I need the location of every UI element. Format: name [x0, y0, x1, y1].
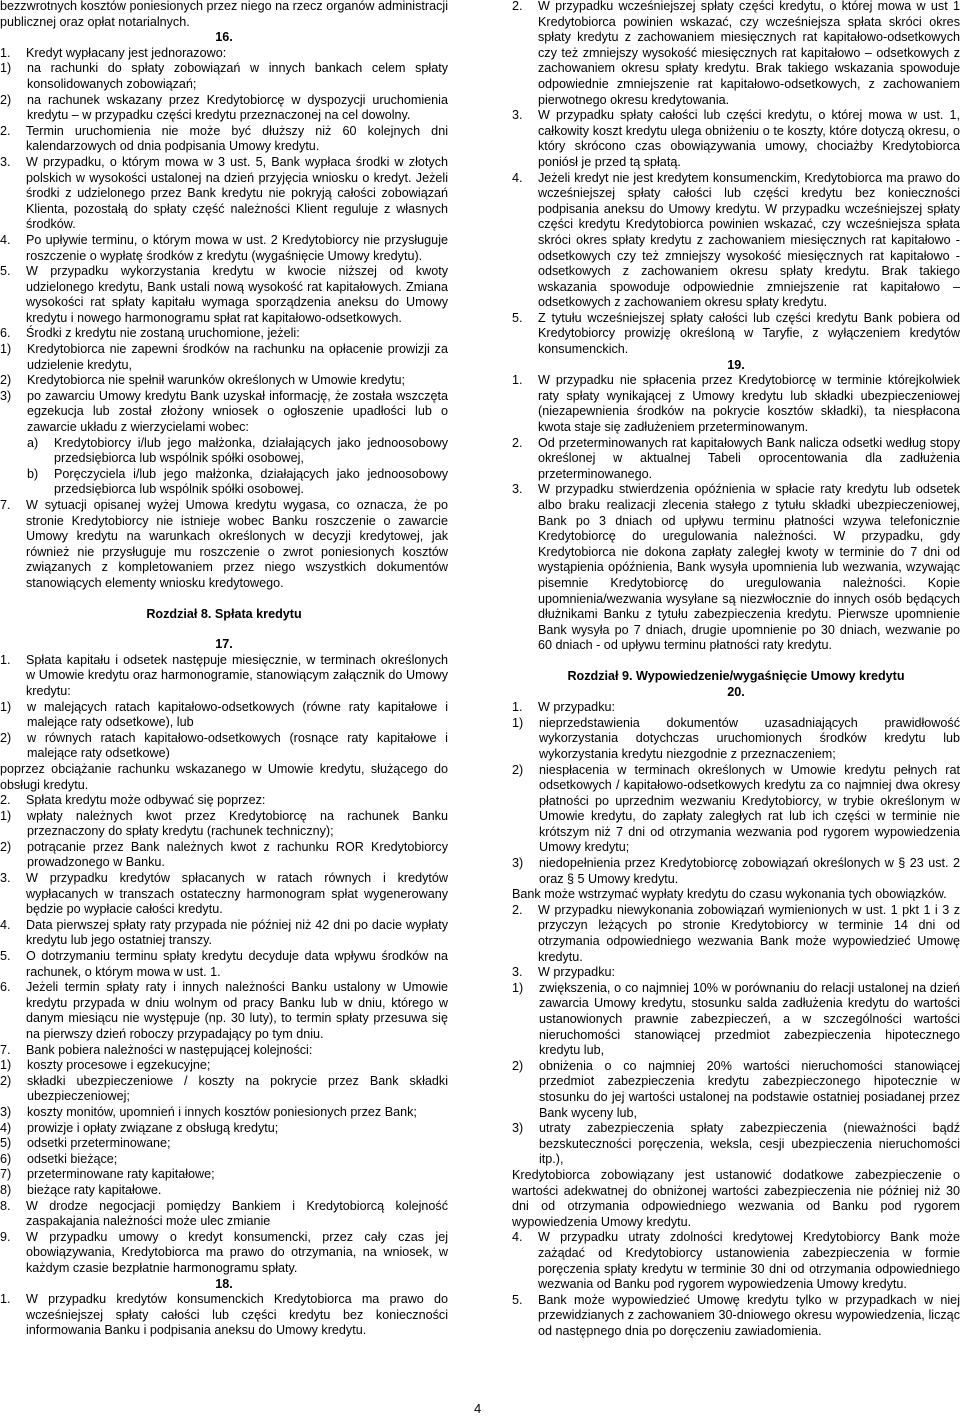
item-text: W przypadku utraty zdolności kredytowej Kredytobiorcy Bank może zażądać od Kredytobiorcy ustanowienia zabezpieczenia w formie poręczenia spłaty kredytu w terminie 30 dni od otrzymania odpowiedniego wezwania od Banku pod rygorem wypowiedzenia Umowy kredytu. — [538, 1230, 960, 1292]
sub-item — [0, 731, 448, 762]
sub-item — [512, 1121, 960, 1168]
item-number: 2) — [0, 373, 12, 388]
numbered-item — [0, 949, 448, 980]
item-text: utraty zabezpieczenia spłaty zabezpieczenia (nieważności bądź bezskuteczności poręczenia, weksla, cesji ubezpieczenia nieruchomości itp.), — [539, 1121, 960, 1167]
item-number: 5. — [0, 949, 11, 964]
numbered-item — [0, 653, 448, 700]
sub-item — [0, 467, 448, 498]
item-number: a) — [27, 435, 39, 450]
item-text: W przypadku stwierdzenia opóźnienia w spłacie raty kredytu lub odsetek albo braku realizacji zlecenia stałego z tytułu składki ubezpieczeniowej, Bank po 3 dniach od upływu terminu płatności wzywa telefonicznie Kredytobiorcę do uregulowania należności. W przypadku, gdy Kredytobiorca nie dokona zapłaty zaległej kwoty w terminie do 7 dni od wystąpienia opóźnienia, Bank wysyła upomnienia lub wezwania, wzywając pisemnie Kredytobiorcę do uregulowania należności. Kopie upomnienia/wezwania wysyłane są niezwłocznie do innych osób będących dłużnikami Banku z tytułu zabezpieczenia kredytu. Pierwsze upomnienie Bank wysyła po 7 dniach, drugie upomnienie po 30 dniach, wezwanie po 60 dniach - od upływu terminu płatności raty kredytu. — [538, 482, 960, 653]
item-number: 1. — [0, 652, 11, 667]
item-number: 7. — [0, 498, 11, 512]
item-text: na rachunek wskazany przez Kredytobiorcę w dyspozycji uruchomienia kredytu – w przypadku części kredytu przeznaczonej na cel dowolny. — [27, 92, 448, 123]
item-number: 1) — [0, 61, 12, 76]
sub-item — [512, 763, 960, 857]
item-text: W przypadku umowy o kredyt konsumencki, przez cały czas jej obowiązywania, Kredytobiorca ma prawo do otrzymania, na wniosek, w każdym czasie bezpłatnie harmonogramu spłaty. — [26, 1229, 448, 1275]
item-text: Bank może wypowiedzieć Umowę kredytu tylko w przypadkach w niej przewidzianych z zachowaniem 30-dniowego okresu wypowiedzenia, licząc od następnego dnia po doręczeniu zawiadomienia. — [538, 1292, 960, 1338]
paragraph: poprzez obciążanie rachunku wskazanego w Umowie kredytu, służącego do obsługi kredytu. — [0, 761, 448, 792]
item-text: odsetki bieżące; — [27, 1151, 118, 1166]
item-number: b) — [27, 466, 39, 481]
sub-item — [0, 436, 448, 467]
item-text: Termin uruchomienia nie może być dłuższy niż 60 kolejnych dni kalendarzowych od dnia podpisania Umowy kredytu. — [26, 123, 448, 154]
item-number: 2) — [512, 762, 524, 777]
item-text: po zawarciu Umowy kredytu Bank uzyskał informację, że została wszczęta egzekucja lub został złożony wniosek o ogłoszenie upadłości lub o zawarcie układu z wierzycielami wobec: — [27, 388, 448, 435]
item-number: 1. — [0, 45, 11, 60]
numbered-item — [0, 918, 448, 949]
sub-item — [0, 1136, 448, 1152]
item-text: potrącanie przez Bank należnych kwot z rachunku ROR Kredytobiorcy prowadzonego w Banku. — [27, 839, 448, 870]
paragraph: Kredytobiorca zobowiązany jest ustanowić dodatkowe zabezpieczenie o wartości adekwatnej do obniżonej wartości zabezpieczenia nie później niż 30 dni od otrzymania odpowiedniego wezwania od Banku pod rygorem wypowiedzenia Umowy kredytu. — [512, 1167, 960, 1229]
item-text: w malejących ratach kapitałowo-odsetkowych (równe raty kapitałowe i malejące raty odsetkowe), lub — [27, 699, 448, 730]
numbered-item — [512, 108, 960, 170]
numbered-item — [512, 903, 960, 965]
item-number: 8) — [0, 1182, 12, 1197]
item-number: 2. — [512, 902, 523, 917]
item-text: wpłaty należnych kwot przez Kredytobiorcę na rachunek Banku przeznaczony do spłaty kredytu (rachunek techniczny); — [27, 808, 448, 839]
item-number: 6. — [0, 326, 11, 341]
item-text: niedopełnienia przez Kredytobiorcę zobowiązań określonych w § 23 ust. 2 oraz § 5 Umowy kredytu. — [539, 856, 960, 886]
numbered-item — [512, 700, 960, 716]
section-heading: Rozdział 8. Spłata kredytu — [146, 606, 302, 621]
sub-item — [0, 840, 448, 871]
numbered-item — [0, 980, 448, 1042]
numbered-item — [0, 326, 448, 342]
spacer — [0, 622, 448, 637]
spacer — [512, 654, 960, 669]
item-text: Środki z kredytu nie zostaną uruchomione, jeżeli: — [26, 326, 300, 341]
sub-item — [0, 809, 448, 840]
item-number: 4. — [0, 232, 11, 247]
sub-item — [512, 716, 960, 763]
item-number: 4. — [512, 1230, 523, 1245]
item-number: 3. — [0, 154, 11, 169]
item-text: W przypadku kredytów konsumenckich Kredytobiorca ma prawo do wcześniejszej spłaty całości lub części kredytu bez konieczności informowania Banku i podpisania aneksu do Umowy kredytu. — [26, 1292, 448, 1338]
item-text: Spłata kredytu może odbywać się poprzez: — [26, 793, 266, 808]
item-text: obniżenia o co najmniej 20% wartości nieruchomości stanowiącej przedmiot zabezpieczenia kredytu zabezpieczonego hipotecznie w stosunku do jej wartości ustalonej na podstawie ostatniej posiadanej przez Bank wyceny lub, — [539, 1058, 960, 1120]
numbered-item — [0, 124, 448, 155]
section-heading: 17. — [215, 637, 233, 652]
item-number: 1) — [0, 808, 12, 823]
item-number: 1) — [0, 342, 12, 357]
item-text: Spłata kapitału i odsetek następuje miesięcznie, w terminach określonych w Umowie kredytu oraz harmonogramie, stanowiącym załącznik do Umowy kredytu: — [26, 652, 448, 698]
sub-item — [0, 61, 448, 92]
item-number: 5. — [0, 264, 11, 279]
right-column — [512, 0, 960, 1339]
numbered-item — [0, 871, 448, 918]
item-number: 2) — [512, 1058, 524, 1073]
item-number: 5. — [512, 1292, 523, 1307]
item-number: 3. — [512, 965, 523, 980]
sub-item — [0, 1167, 448, 1183]
item-number: 6) — [0, 1151, 12, 1166]
numbered-item — [0, 46, 448, 62]
item-number: 3. — [512, 108, 523, 123]
item-text: O dotrzymaniu terminu spłaty kredytu decyduje data wpływu środków na rachunek, o którym mowa w ust. 1. — [26, 949, 448, 979]
numbered-item — [0, 498, 448, 592]
item-text: składki ubezpieczeniowe / koszty na pokrycie przez Bank składki ubezpieczeniowej; — [27, 1073, 448, 1104]
page-number: 4 — [474, 1401, 482, 1416]
item-number: 2) — [0, 92, 12, 107]
item-text: odsetki przeterminowane; — [27, 1136, 171, 1151]
section-heading: 16. — [215, 30, 233, 45]
section-heading: 19. — [727, 357, 745, 372]
spacer — [0, 592, 448, 607]
item-text: Bank pobiera należności w następującej kolejności: — [26, 1042, 313, 1057]
item-text: Jeżeli termin spłaty raty i innych należności Banku ustalony w Umowie kredytu przypada w dniu wolnym od pracy Banku lub w dniu, którego w danym miesiącu nie występuje (np. 30 luty), to termin spłaty przesuwa się na pierwszy dzień roboczy przypadający po tym dniu. — [26, 980, 448, 1041]
numbered-item — [512, 482, 960, 654]
item-text: nieprzedstawienia dokumentów uzasadniających prawidłowość wykorzystania dotychczas uruchomionych środków kredytu lub wykorzystania kredytu niezgodnie z przeznaczeniem; — [539, 715, 960, 761]
sub-item — [0, 373, 448, 389]
item-number: 8. — [0, 1198, 11, 1213]
numbered-item — [0, 1199, 448, 1230]
item-text: W przypadku wykorzystania kredytu w kwocie niższej od kwoty udzielonego kredytu, Bank ustali nową wysokość rat kapitałowych. Zmiana wysokości rat spłaty kapitału wymaga sporządzenia aneksu do Umowy kredytu i nowego harmonogramu spłat rat kapitałowo-odsetkowych. — [26, 264, 448, 325]
section-heading: Rozdział 9. Wypowiedzenie/wygaśnięcie Umowy kredytu — [567, 668, 905, 683]
item-text: W przypadku niewykonania zobowiązań wymienionych w ust. 1 pkt 1 i 3 z przyczyn leżących po stronie Kredytobiorcy w terminie 14 dni od otrzymania odpowiedniego wezwania Bank może wypowiedzieć Umowę kredytu. — [538, 902, 960, 964]
numbered-item — [0, 793, 448, 809]
sub-item — [0, 1152, 448, 1168]
item-number: 1. — [0, 1292, 11, 1307]
sub-item — [512, 981, 960, 1059]
sub-item — [0, 1105, 448, 1121]
numbered-item — [0, 1230, 448, 1277]
item-text: W przypadku spłaty całości lub części kredytu, o której mowa w ust. 1, całkowity koszt kredytu ulega obniżeniu o te koszty, które dotyczą okresu, o który skrócono czas obowiązywania umowy, chociażby Kredytobiorca poniósł je przed tą spłatą. — [538, 108, 960, 169]
item-number: 3) — [0, 388, 12, 403]
numbered-item — [512, 171, 960, 311]
item-number: 1. — [512, 700, 523, 715]
item-number: 1) — [512, 715, 524, 730]
item-number: 3. — [512, 482, 523, 497]
numbered-item — [512, 436, 960, 483]
numbered-item — [512, 965, 960, 981]
item-text: W przypadku, o którym mowa w 3 ust. 5, Bank wypłaca środki w złotych polskich w wysokości ustalonej na dzień przyjęcia wniosku o kredyt. Jeżeli środki z udzielonego przez Bank kredytu nie pokryją całości zobowiązań Klienta, pozostałą do spłaty część należności Klient reguluje z własnych środków. — [26, 154, 448, 232]
item-number: 7) — [0, 1167, 12, 1182]
item-number: 2) — [0, 730, 12, 745]
item-number: 1. — [512, 373, 523, 388]
section-heading: 20. — [727, 684, 745, 699]
item-text: W przypadku: — [538, 700, 615, 715]
item-number: 3) — [0, 1104, 12, 1119]
item-number: 1) — [0, 699, 12, 714]
item-text: prowizje i opłaty związane z obsługą kredytu; — [27, 1120, 279, 1135]
item-text: Jeżeli kredyt nie jest kredytem konsumenckim, Kredytobiorca ma prawo do wcześniejszej spłaty całości lub części kredytu bez konieczności podpisania aneksu do Umowy kredytu. W przypadku wcześniejszej spłaty części kredytu Kredytobiorca powinien wskazać, czy wcześniejsza spłata skróci okres spłaty kredytu z zachowaniem miesięcznych rat kapitałowo - odsetkowych czy też zmniejszy wysokość miesięcznych rat kapitałowo - odsetkowych z zachowaniem okresu spłaty kredytu. Brak takiego wskazania spowoduje odpowiednie zmniejszenie rat kapitałowo – odsetkowych z zachowaniem okresu spłaty kredytu. — [538, 170, 960, 310]
item-number: 4. — [0, 917, 11, 932]
item-text: Kredytobiorca nie spełnił warunków określonych w Umowie kredytu; — [27, 373, 405, 388]
item-number: 5) — [0, 1136, 12, 1151]
item-number: 2) — [0, 839, 12, 854]
item-text: W przypadku wcześniejszej spłaty części kredytu, o której mowa w ust 1 Kredytobiorca powinien wskazać, czy wcześniejsza spłata skróci okres spłaty kredytu z zachowaniem miesięcznych rat kapitałowo-odsetkowych czy też zmniejszy wysokość miesięcznych rat kapitałowo – odsetkowych z zachowaniem okresu spłaty kredytu. Brak takiego wskazania spowoduje odpowiednie zmniejszenie rat kapitałowo-odsetkowych, z zachowaniem pierwotnego okresu kredytowania. — [538, 0, 960, 107]
item-number: 7. — [0, 1042, 11, 1057]
sub-item — [0, 342, 448, 373]
item-text: Od przeterminowanych rat kapitałowych Bank nalicza odsetki według stopy określonej w aktualnej Tabeli oprocentowania dla zadłużenia przeterminowanego. — [538, 435, 960, 481]
item-text: Kredyt wypłacany jest jednorazowo: — [26, 45, 227, 60]
numbered-item — [0, 233, 448, 264]
item-number: 2. — [0, 793, 11, 808]
item-text: w równych ratach kapitałowo-odsetkowych (rosnące raty kapitałowe i malejące raty odsetkowe) — [27, 730, 448, 761]
item-number: 1) — [0, 1058, 12, 1073]
item-number: 4. — [512, 170, 523, 185]
numbered-item — [512, 311, 960, 358]
sub-item — [0, 1058, 448, 1074]
item-text: W przypadku kredytów spłacanych w ratach równych i kredytów wypłacanych w transzach ostateczny harmonogram spłat wygenerowany będzie po wypłacie całości kredytu. — [26, 871, 448, 917]
sub-item — [512, 1059, 960, 1121]
item-text: koszty procesowe i egzekucyjne; — [27, 1058, 211, 1073]
item-number: 2) — [0, 1073, 12, 1088]
numbered-item — [512, 0, 960, 108]
item-number: 3) — [512, 1121, 524, 1136]
item-text: W drodze negocjacji pomiędzy Bankiem i Kredytobiorcą kolejność zaspakajania należności może ulec zmianie — [26, 1198, 448, 1229]
numbered-item — [0, 1292, 448, 1339]
item-text: Data pierwszej spłaty raty przypada nie później niż 42 dni po dacie wypłaty kredytu lub jego ostatniej transzy. — [26, 917, 448, 948]
sub-item — [0, 1074, 448, 1105]
item-text: Z tytułu wcześniejszej spłaty całości lub części kredytu Bank pobiera od Kredytobiorcy prowizję określoną w Taryfie, z wyłączeniem kredytów konsumenckich. — [538, 310, 960, 357]
item-text: Kredytobiorca nie zapewni środków na rachunku na opłacenie prowizji za udzielenie kredytu, — [27, 342, 448, 372]
paragraph: Bank może wstrzymać wypłaty kredytu do czasu wykonania tych obowiązków. — [512, 887, 947, 902]
item-text: bieżące raty kapitałowe. — [27, 1182, 162, 1197]
item-text: na rachunki do spłaty zobowiązań w innych bankach celem spłaty konsolidowanych zobowiązań; — [27, 61, 448, 91]
item-number: 3) — [512, 856, 524, 871]
numbered-item — [512, 1230, 960, 1292]
item-number: 6. — [0, 980, 11, 995]
item-text: W przypadku: — [538, 965, 615, 980]
item-number: 2. — [512, 0, 523, 13]
item-text: Kredytobiorcy i/lub jego małżonka, działających jako jednoosobowy przedsiębiorca lub wspólnik spółki osobowej, — [54, 435, 448, 466]
item-text: W przypadku nie spłacenia przez Kredytobiorcę w terminie którejkolwiek raty spłaty wynikającej z Umowy kredytu lub składki ubezpieczeniowej (niezapewnienia środków na pokrycie kosztów składki), ta niespłacona kwota staje się zadłużeniem przeterminowanym. — [538, 373, 960, 435]
item-text: Po upływie terminu, o którym mowa w ust. 2 Kredytobiorcy nie przysługuje roszczenie o wypłatę środków z kredytu (wygaśnięcie Umowy kredytu). — [26, 232, 448, 263]
numbered-item — [512, 373, 960, 435]
item-text: koszty monitów, upomnień i innych kosztów poniesionych przez Bank; — [27, 1104, 417, 1119]
item-text: niespłacenia w terminach określonych w Umowie kredytu pełnych rat odsetkowych / kapitałowo-odsetkowych kredytu za co najmniej dwa okresy płatności po uprzednim wezwaniu Kredytobiorcy, w trybie określonym w Umowie kredytu, do zapłaty zaległych rat lub ich części w terminie nie krótszym niż 7 dni od otrzymania wezwania pod rygorem wypowiedzenia Umowy kredytu; — [539, 762, 960, 855]
numbered-item — [0, 155, 448, 233]
numbered-item — [0, 1043, 448, 1059]
item-text: W sytuacji opisanej wyżej Umowa kredytu wygasa, co oznacza, że po stronie Kredytobiorcy nie istnieje wobec Banku roszczenie o zawarcie Umowy kredytu na warunkach określonych w decyzji kredytowej, jak również nie przysługuje mu roszczenie o zwrot poniesionych kosztów związanych z kompletowaniem przez niego wszystkich dokumentów stanowiących elementy wniosku kredytowego. — [26, 498, 448, 590]
item-text: przeterminowane raty kapitałowe; — [27, 1167, 215, 1182]
item-number: 3. — [0, 871, 11, 886]
sub-item — [0, 1121, 448, 1137]
paragraph: bezzwrotnych kosztów poniesionych przez niego na rzecz organów administracji publicznej oraz opłat notarialnych. — [0, 0, 448, 29]
section-heading: 18. — [215, 1276, 233, 1291]
item-number: 2. — [512, 435, 523, 450]
left-column — [0, 0, 448, 1339]
sub-item — [0, 389, 448, 436]
item-text: Poręczyciela i/lub jego małżonka, działających jako jednoosobowy przedsiębiorca lub wspólnik spółki osobowej. — [54, 466, 448, 497]
item-number: 4) — [0, 1120, 12, 1135]
item-number: 5. — [512, 310, 523, 325]
item-number: 2. — [0, 123, 11, 138]
sub-item — [0, 93, 448, 124]
sub-item — [512, 856, 960, 887]
sub-item — [0, 1183, 448, 1199]
numbered-item — [512, 1293, 960, 1340]
item-text: zwiększenia, o co najmniej 10% w porównaniu do relacji ustalonej na dzień zawarcia Umowy kredytu, stosunku salda zadłużenia kredytu do wartości ustanowionych prawnie zabezpieczeń, a w szczególności wartości nieruchomości stanowiącej przedmiot zabezpieczenia hipotecznego kredytu lub, — [539, 980, 960, 1058]
item-number: 1) — [512, 980, 524, 995]
numbered-item — [0, 264, 448, 326]
item-number: 9. — [0, 1229, 11, 1244]
sub-item — [0, 700, 448, 731]
